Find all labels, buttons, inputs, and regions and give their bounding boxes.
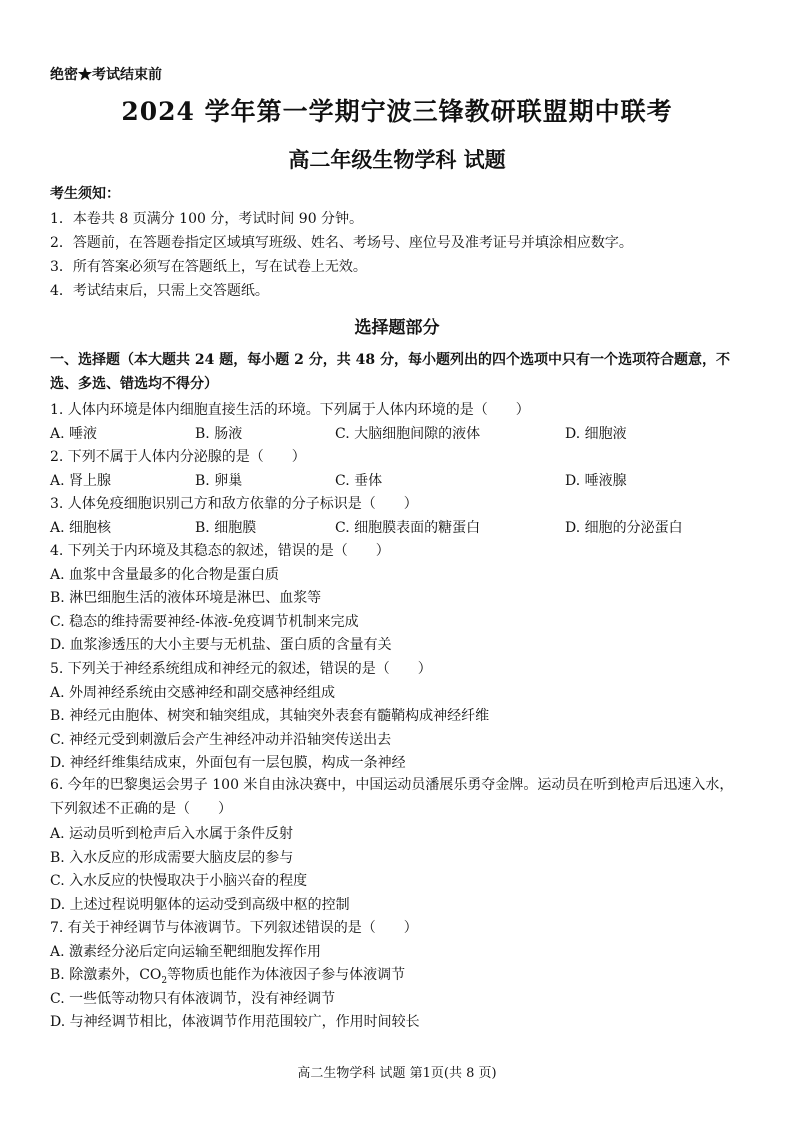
notes-heading: 考生须知： xyxy=(50,186,120,202)
question-stem: 5. 下列关于神经系统组成和神经元的叙述，错误的是（ ） xyxy=(50,661,432,677)
options-row xyxy=(50,423,750,445)
option: C. 一些低等动物只有体液调节，没有神经调节 xyxy=(50,991,336,1007)
option: B. 神经元由胞体、树突和轴突组成，其轴突外表套有髓鞘构成神经纤维 xyxy=(50,708,490,724)
option: D. 与神经调节相比，体液调节作用范围较广，作用时间较长 xyxy=(50,1014,420,1030)
note-item: 1．本卷共 8 页满分 100 分，考试时间 90 分钟。 xyxy=(50,211,364,227)
subscript: 2 xyxy=(161,975,168,986)
exam-title: 2024 学年第一学期宁波三锋教研联盟期中联考 xyxy=(121,97,673,126)
question-stem: 3. 人体免疫细胞识别己方和敌方依靠的分子标识是（ ） xyxy=(50,496,418,512)
option: B. 细胞膜 xyxy=(195,520,257,536)
option: B. 入水反应的形成需要大脑皮层的参与 xyxy=(50,850,294,866)
option: A. 激素经分泌后定向运输至靶细胞发挥作用 xyxy=(50,944,322,960)
option-text: 等物质也能作为体液因子参与体液调节 xyxy=(167,967,406,983)
note-item: 4．考试结束后，只需上交答题纸。 xyxy=(50,283,269,299)
question-stem: 7. 有关于神经调节与体液调节。下列叙述错误的是（ ） xyxy=(50,920,418,936)
page-footer: 高二生物学科 试题 第1页(共 8 页) xyxy=(297,1066,497,1081)
option: C. 垂体 xyxy=(335,473,383,489)
option: D. 细胞液 xyxy=(565,426,627,442)
note-item: 2．答题前，在答题卷指定区域填写班级、姓名、考场号、座位号及准考证号并填涂相应数字。 xyxy=(50,235,633,251)
option: C. 细胞膜表面的糖蛋白 xyxy=(335,520,481,536)
option: C. 入水反应的快慢取决于小脑兴奋的程度 xyxy=(50,873,308,889)
option: A. 外周神经系统由交感神经和副交感神经组成 xyxy=(50,685,336,701)
section-title: 选择题部分 xyxy=(354,318,440,338)
option-text: B. 除激素外，CO xyxy=(50,967,162,983)
option: A. 运动员听到枪声后入水属于条件反射 xyxy=(50,826,294,842)
option: D. 唾液腺 xyxy=(565,473,627,489)
options-row xyxy=(50,470,750,492)
option: B. 淋巴细胞生活的液体环境是淋巴、血浆等 xyxy=(50,590,322,606)
option: C. 神经元受到刺激后会产生神经冲动并沿轴突传送出去 xyxy=(50,732,392,748)
option: A. 肾上腺 xyxy=(50,473,112,489)
confidential-label: 绝密★考试结束前 xyxy=(50,67,162,83)
option: A. 血浆中含量最多的化合物是蛋白质 xyxy=(50,567,280,583)
option: D. 细胞的分泌蛋白 xyxy=(565,520,683,536)
section-instructions: 一、选择题（本大题共 24 题，每小题 2 分，共 48 分，每小题列出的四个选项中只有一个选项符合题意，不选、多选、错选均不得分） xyxy=(50,352,730,392)
question-stem: 6. 今年的巴黎奥运会男子 100 米自由泳决赛中，中国运动员潘展乐勇夺金牌。运动员在听到枪声后迅速入水，下列叙述不正确的是（ ） xyxy=(50,777,734,817)
option: C. 稳态的维持需要神经-体液-免疫调节机制来完成 xyxy=(50,614,359,630)
option: B. 肠液 xyxy=(195,426,243,442)
option: B. 卵巢 xyxy=(195,473,243,489)
question-stem: 4. 下列关于内环境及其稳态的叙述，错误的是（ ） xyxy=(50,543,390,559)
question-stem: 2. 下列不属于人体内分泌腺的是（ ） xyxy=(50,449,306,465)
option: D. 血浆渗透压的大小主要与无机盐、蛋白质的含量有关 xyxy=(50,637,392,653)
options-row xyxy=(50,517,750,539)
option xyxy=(50,964,405,986)
option: A. 唾液 xyxy=(50,426,98,442)
option: C. 大脑细胞间隙的液体 xyxy=(335,426,481,442)
option: D. 神经纤维集结成束，外面包有一层包膜，构成一条神经 xyxy=(50,755,406,771)
option: D. 上述过程说明躯体的运动受到高级中枢的控制 xyxy=(50,897,350,913)
question-stem: 1. 人体内环境是体内细胞直接生活的环境。下列属于人体内环境的是（ ） xyxy=(50,402,530,418)
exam-subtitle: 高二年级生物学科 试题 xyxy=(288,147,506,172)
option: A. 细胞核 xyxy=(50,520,112,536)
note-item: 3．所有答案必须写在答题纸上，写在试卷上无效。 xyxy=(50,259,367,275)
